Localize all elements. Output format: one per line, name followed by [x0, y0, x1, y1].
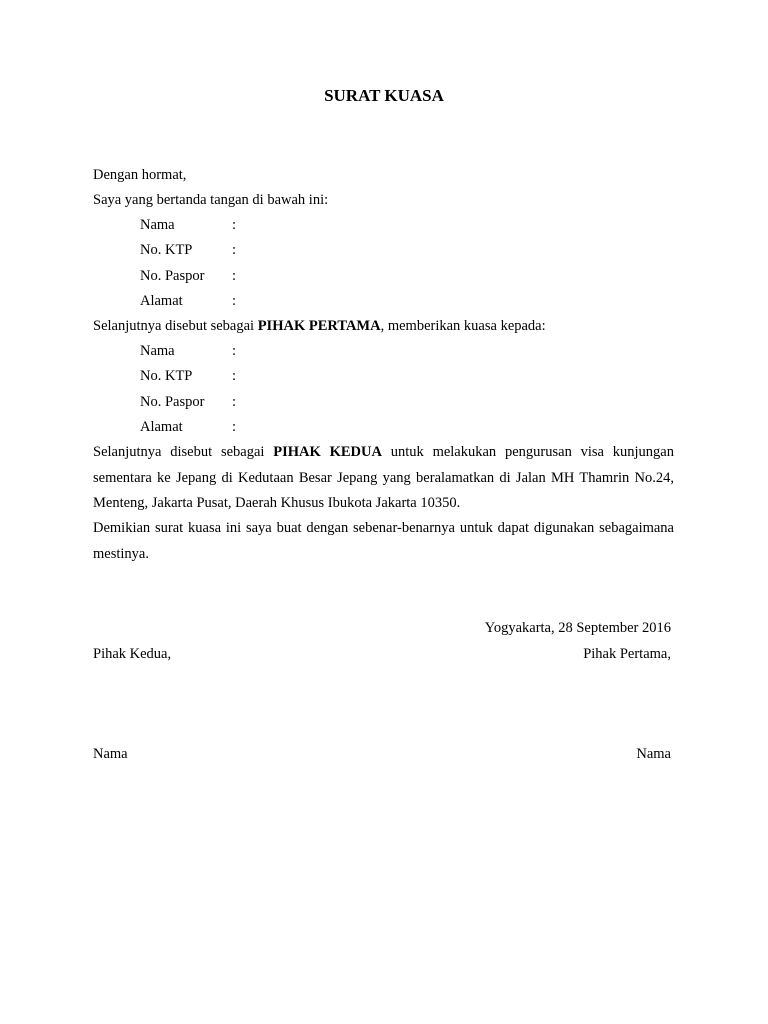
signature-left-role: Pihak Kedua, — [93, 646, 172, 662]
closing-paragraph: Demikian surat kuasa ini saya buat dengan sebenar-benarnya untuk dapat digunakan sebagaimana mestinya. — [93, 520, 674, 562]
signature-left-name: Nama — [93, 746, 128, 762]
document-title: SURAT KUASA — [324, 86, 444, 105]
first-party-sentence-after: , memberikan kuasa kepada: — [380, 318, 546, 334]
second-party-field-address-label: Alamat — [140, 419, 183, 435]
signature-right-role: Pihak Pertama, — [583, 646, 671, 662]
second-party-field-passport-label: No. Paspor — [140, 394, 205, 410]
first-party-field-name-label: Nama — [140, 217, 175, 233]
greeting: Dengan hormat, — [93, 167, 187, 183]
intro-line: Saya yang bertanda tangan di bawah ini: — [93, 192, 329, 208]
place-date: Yogyakarta, 28 September 2016 — [484, 620, 671, 636]
first-party-sentence — [93, 318, 546, 335]
field-colon: : — [232, 394, 237, 410]
second-party-paragraph-before: Selanjutnya disebut sebagai — [93, 444, 274, 460]
field-colon: : — [232, 293, 237, 309]
second-party-bold: PIHAK KEDUA — [273, 444, 382, 460]
field-colon: : — [232, 217, 237, 233]
field-colon: : — [232, 242, 237, 258]
first-party-sentence-before: Selanjutnya disebut sebagai — [93, 318, 258, 334]
field-colon: : — [232, 268, 237, 284]
second-party-paragraph — [93, 440, 674, 517]
first-party-field-address-label: Alamat — [140, 293, 183, 309]
field-colon: : — [232, 343, 237, 359]
second-party-field-ktp-label: No. KTP — [140, 368, 193, 384]
signature-right-name: Nama — [636, 746, 671, 762]
second-party-paragraph-after: untuk melakukan pengurusan visa kunjungan sementara ke Jepang di Kedutaan Besar Jepang yang beralamatkan di Jalan MH Thamrin No.24, Menteng, Jakarta Pusat, Daerah Khusus Ibukota Jakarta 10350. — [93, 444, 674, 511]
second-party-field-name-label: Nama — [140, 343, 175, 359]
first-party-bold: PIHAK PERTAMA — [257, 318, 381, 334]
field-colon: : — [232, 419, 237, 435]
field-colon: : — [232, 368, 237, 384]
first-party-field-ktp-label: No. KTP — [140, 242, 193, 258]
first-party-field-passport-label: No. Paspor — [140, 268, 205, 284]
